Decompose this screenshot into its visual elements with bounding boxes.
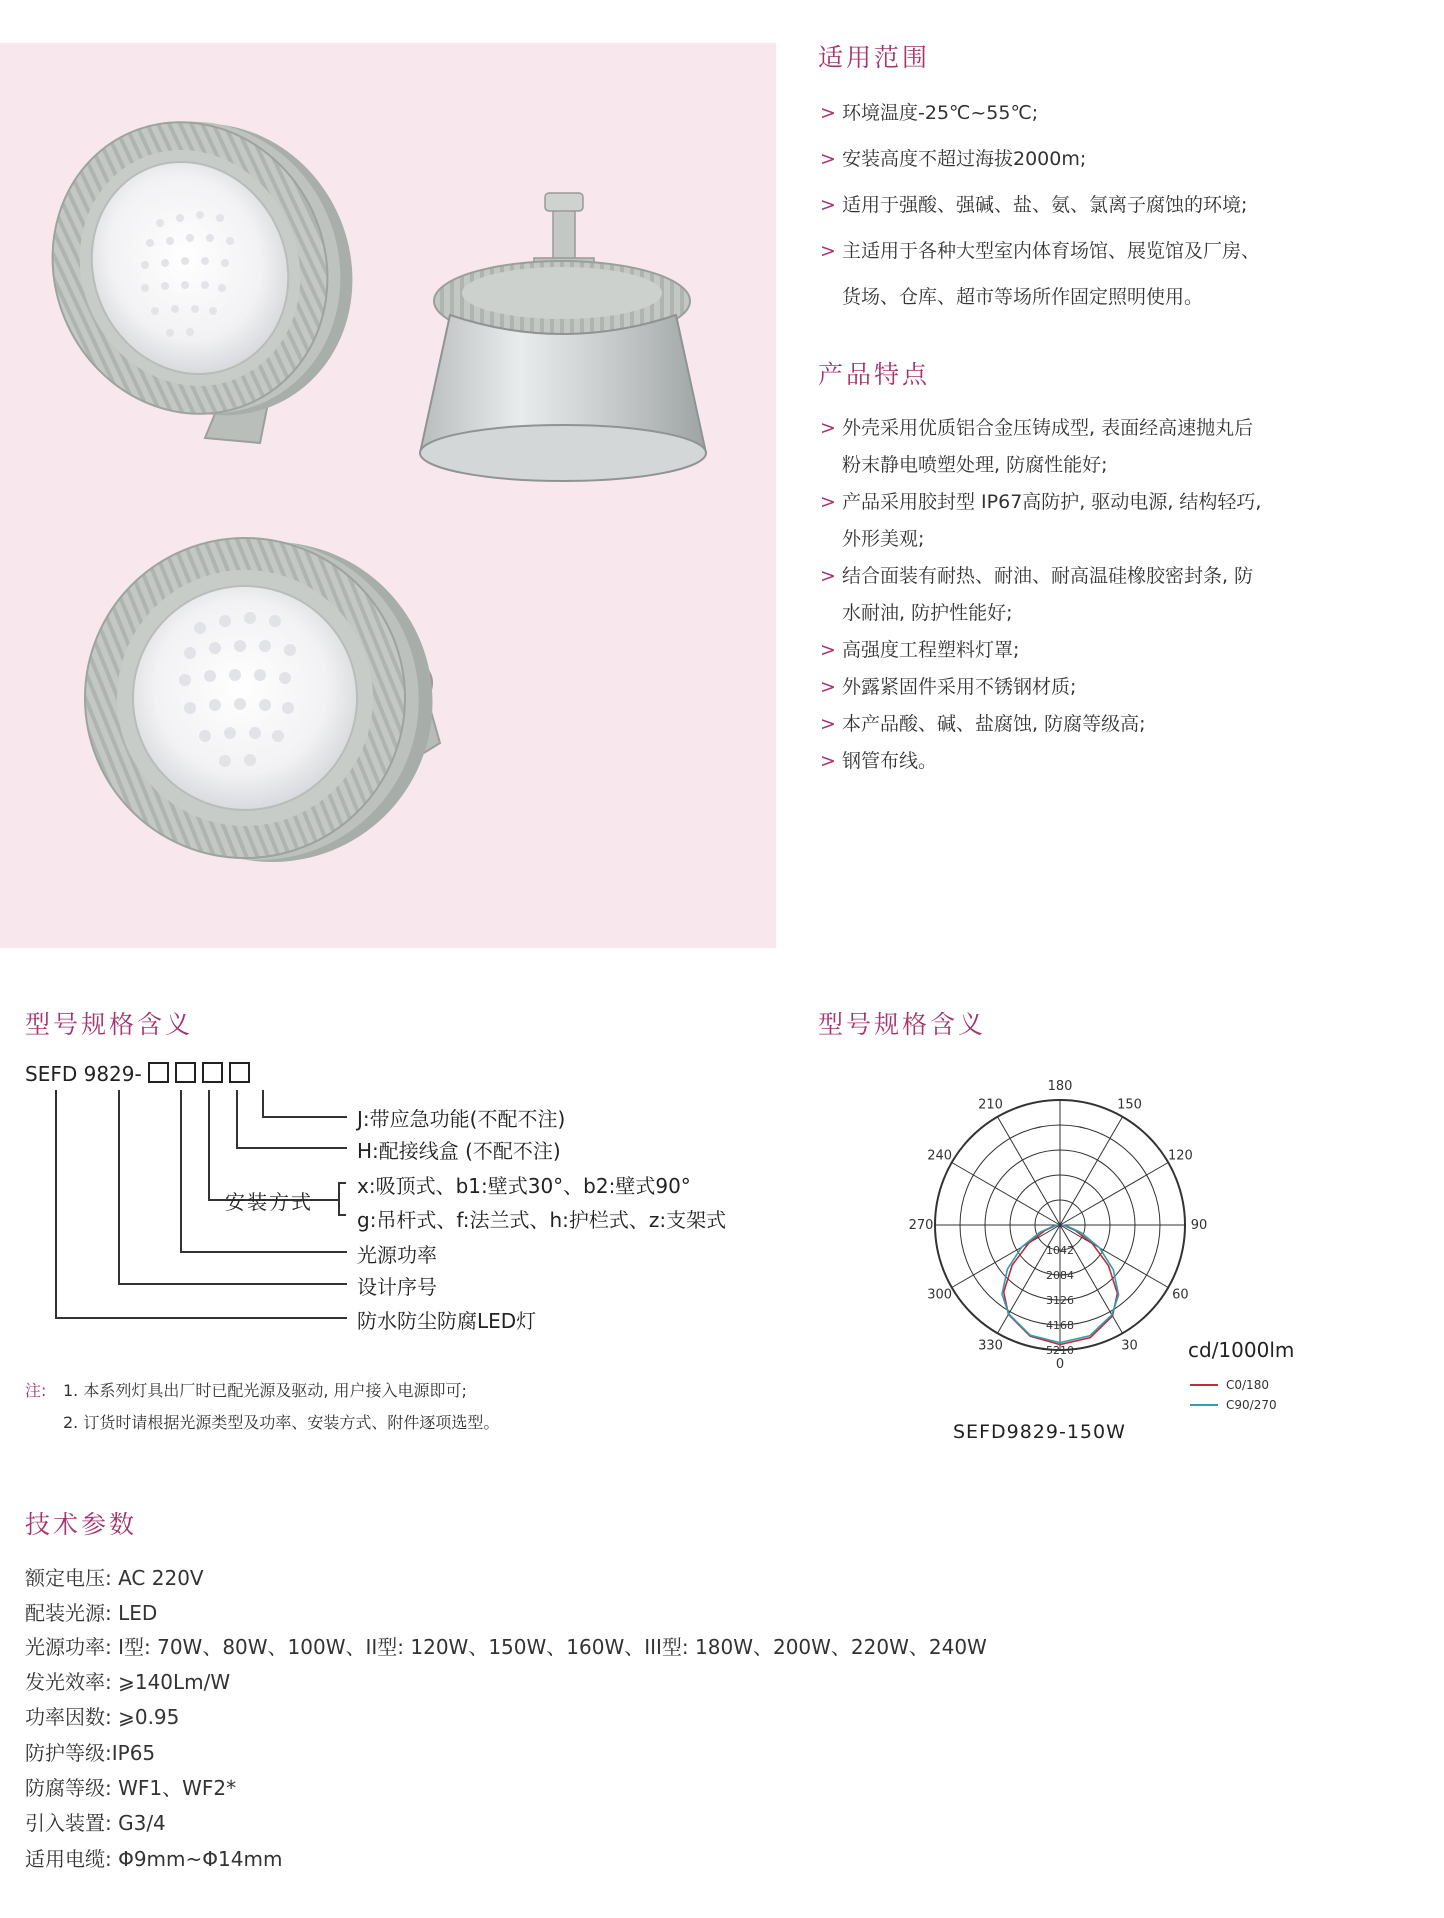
list-item: > 安装高度不超过海拔2000m; <box>820 136 1420 182</box>
radial-tick-label: 4168 <box>1046 1319 1074 1332</box>
angle-tick-label: 180 <box>1047 1079 1073 1094</box>
legend-label: C90/270 <box>1226 1398 1277 1412</box>
code-box <box>175 1062 196 1083</box>
model-number: 9829 <box>83 1062 135 1086</box>
legend-entry <box>1190 1375 1277 1395</box>
spec-item: 配装光源: LED <box>25 1601 158 1625</box>
model-dash: - <box>134 1062 142 1086</box>
label-design: 设计序号 <box>357 1275 437 1299</box>
angle-tick-label: 120 <box>1167 1148 1193 1164</box>
code-box <box>202 1062 223 1083</box>
chart-heading: 型号规格含义 <box>818 1010 987 1039</box>
list-item: > 主适用于各种大型室内体育场馆、展览馆及厂房、 <box>820 228 1420 274</box>
label-install-1: x:吸顶式、b1:壁式30°、b2:壁式90° <box>357 1174 691 1198</box>
spec-item: 发光效率: ⩾140Lm/W <box>25 1670 231 1694</box>
spec-item: 防护等级:IP65 <box>25 1741 156 1765</box>
angle-tick-label: 60 <box>1172 1287 1189 1303</box>
list-item: > 结合面装有耐热、耐油、耐高温硅橡胶密封条, 防 <box>820 558 1420 595</box>
angle-tick-label: 300 <box>927 1287 953 1303</box>
list-item: > 外露紧固件采用不锈钢材质; <box>820 669 1420 706</box>
arrow-icon: > <box>820 102 836 124</box>
polar-spoke <box>1060 1117 1123 1225</box>
angle-tick-label: 0 <box>1055 1357 1065 1372</box>
features-list <box>820 410 1420 780</box>
scope-heading: 适用范围 <box>818 43 931 72</box>
arrow-icon: > <box>820 713 836 735</box>
label-install-title: 安装方式 <box>225 1190 313 1214</box>
angle-tick-label: 90 <box>1190 1218 1208 1233</box>
arrow-icon: > <box>820 417 836 439</box>
label-junction-box: H:配接线盒 (不配不注) <box>357 1139 561 1163</box>
list-item: 水耐油, 防护性能好; <box>842 602 1013 624</box>
label-install-2: g:吊杆式、f:法兰式、h:护栏式、z:支架式 <box>357 1208 727 1232</box>
notes-label: 注: <box>25 1381 47 1400</box>
list-item: > 适用于强酸、强碱、盐、氨、氯离子腐蚀的环境; <box>820 182 1420 228</box>
scope-list <box>820 90 1420 320</box>
angle-tick-label: 270 <box>908 1218 934 1233</box>
radial-tick-label: 2084 <box>1046 1269 1074 1282</box>
polar-spoke <box>1060 1163 1168 1226</box>
model-prefix: SEFD <box>25 1062 78 1086</box>
angle-tick-label: 210 <box>978 1097 1003 1113</box>
model-heading: 型号规格含义 <box>25 1010 194 1039</box>
list-item: > 外壳采用优质铝合金压铸成型, 表面经高速抛丸后 <box>820 410 1420 447</box>
product-photos <box>0 43 776 948</box>
arrow-icon: > <box>820 491 836 513</box>
spec-item: 适用电缆: Φ9mm~Φ14mm <box>25 1847 283 1871</box>
legend-swatch <box>1190 1384 1218 1386</box>
label-emergency: J:带应急功能(不配不注) <box>357 1107 566 1131</box>
list-item: > 环境温度-25℃~55℃; <box>820 90 1420 136</box>
chart-unit: cd/1000lm <box>1188 1338 1295 1362</box>
note-1: 1. 本系列灯具出厂时已配光源及驱动, 用户接入电源即可; <box>63 1381 467 1400</box>
label-product: 防水防尘防腐LED灯 <box>357 1309 537 1333</box>
polar-spoke <box>1060 1225 1168 1288</box>
specs-heading: 技术参数 <box>25 1510 138 1539</box>
list-item: 外形美观; <box>842 528 925 550</box>
arrow-icon: > <box>820 676 836 698</box>
legend-swatch <box>1190 1404 1218 1406</box>
arrow-icon: > <box>820 148 836 170</box>
radial-tick-label: 1042 <box>1046 1244 1074 1257</box>
highbay-bracket-photo <box>37 481 481 920</box>
list-item: > 产品采用胶封型 IP67高防护, 驱动电源, 结构轻巧, <box>820 484 1420 521</box>
pendant-reflector-photo <box>420 193 706 481</box>
arrow-icon: > <box>820 565 836 587</box>
legend-label: C0/180 <box>1226 1378 1269 1392</box>
arrow-icon: > <box>820 639 836 661</box>
angle-tick-label: 150 <box>1117 1097 1142 1113</box>
list-item: > 高强度工程塑料灯罩; <box>820 632 1420 669</box>
angle-tick-label: 240 <box>927 1148 953 1164</box>
list-item: 粉末静电喷塑处理, 防腐性能好; <box>842 454 1108 476</box>
arrow-icon: > <box>820 194 836 216</box>
product-photo-panel <box>0 43 776 948</box>
arrow-icon: > <box>820 240 836 262</box>
spec-item: 额定电压: AC 220V <box>25 1566 204 1590</box>
chart-legend <box>1190 1375 1277 1415</box>
list-item: 货场、仓库、超市等场所作固定照明使用。 <box>842 286 1204 308</box>
label-power: 光源功率 <box>357 1243 437 1267</box>
polar-spoke <box>952 1163 1060 1226</box>
chart-caption: SEFD9829-150W <box>953 1421 1126 1443</box>
list-item: > 本产品酸、碱、盐腐蚀, 防腐等级高; <box>820 706 1420 743</box>
radial-tick-label: 3126 <box>1046 1294 1074 1307</box>
spec-item: 光源功率: I型: 70W、80W、100W、II型: 120W、150W、160W、III型: 180W、200W、220W、240W <box>25 1635 987 1659</box>
angle-tick-label: 30 <box>1121 1338 1138 1354</box>
note-2: 2. 订货时请根据光源类型及功率、安装方式、附件逐项选型。 <box>63 1413 500 1432</box>
radial-tick-label: 5210 <box>1046 1344 1074 1357</box>
legend-entry <box>1190 1395 1277 1415</box>
features-heading: 产品特点 <box>818 360 931 389</box>
spec-item: 防腐等级: WF1、WF2* <box>25 1776 237 1800</box>
polar-spoke <box>998 1117 1061 1225</box>
spec-item: 功率因数: ⩾0.95 <box>25 1705 180 1729</box>
polar-chart <box>900 1075 1220 1385</box>
code-box <box>148 1062 169 1083</box>
floodlight-photo <box>5 68 400 471</box>
list-item: > 钢管布线。 <box>820 743 1420 780</box>
spec-item: 引入装置: G3/4 <box>25 1811 166 1835</box>
code-box <box>229 1062 250 1083</box>
model-code <box>25 1062 250 1086</box>
angle-tick-label: 330 <box>978 1338 1003 1354</box>
arrow-icon: > <box>820 750 836 772</box>
